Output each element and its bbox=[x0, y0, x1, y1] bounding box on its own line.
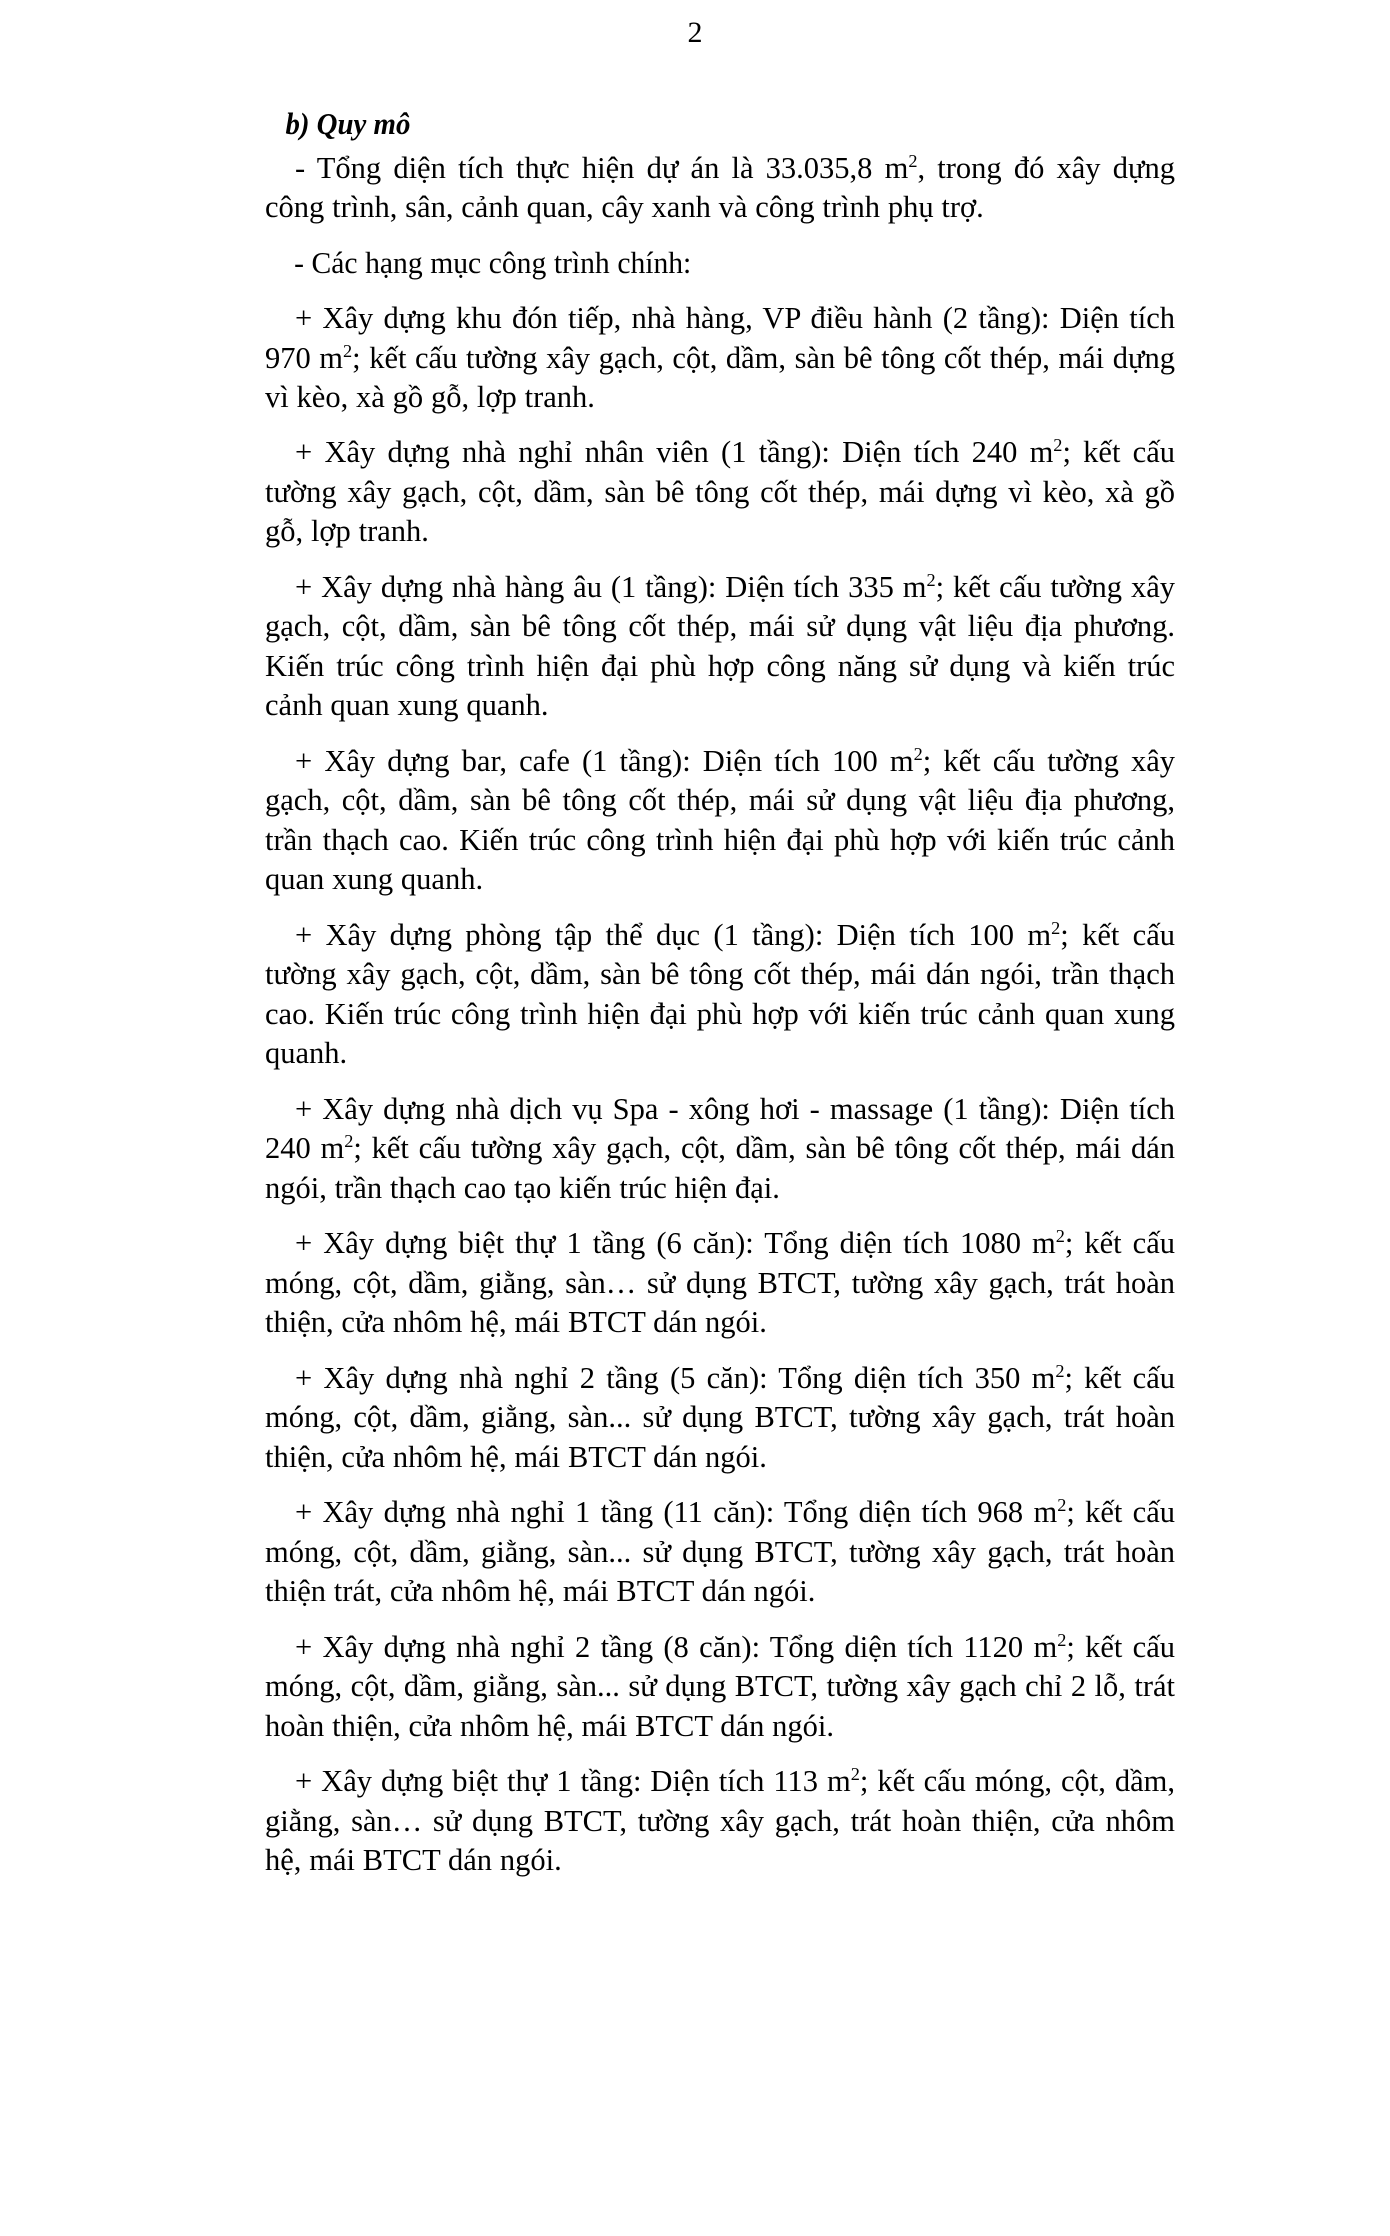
paragraph-item-villa-1floor-single: + Xây dựng biệt thự 1 tầng: Diện tích 113 $m^2$; kết cấu móng, cột, dầm, giằng, sàn… sử dụng BTCT, tường xây gạch, trát hoàn thiện, cửa nhôm hệ, mái BTCT dán ngói. bbox=[265, 1763, 1175, 1877]
paragraph-item-spa: + Xây dựng nhà dịch vụ Spa - xông hơi - massage (1 tầng): Diện tích 240 $m^2$; kết cấu tường xây gạch, cột, dầm, sàn bê tông cốt thép, mái dán ngói, trần thạch cao tạo kiến trúc hiện đại. bbox=[265, 1091, 1175, 1205]
paragraph-item-staff-lodging: + Xây dựng nhà nghỉ nhân viên (1 tầng): Diện tích 240 $m^2$; kết cấu tường xây gạch, cột, dầm, sàn bê tông cốt thép, mái dựng vì kèo, xà gồ gỗ, lợp tranh. bbox=[265, 435, 1175, 549]
paragraph-item-gym: + Xây dựng phòng tập thể dục (1 tầng): Diện tích 100 $m^2$; kết cấu tường xây gạch, cột, dầm, sàn bê tông cốt thép, mái dán ngói, trần thạch cao. Kiến trúc công trình hiện đại phù hợp với kiến trúc cảnh quan xung quanh. bbox=[265, 917, 1175, 1071]
paragraph-item-reception: + Xây dựng khu đón tiếp, nhà hàng, VP điều hành (2 tầng): Diện tích 970 $m^2$; kết cấu tường xây gạch, cột, dầm, sàn bê tông cốt thép, mái dựng vì kèo, xà gồ gỗ, lợp tranh. bbox=[265, 301, 1175, 414]
paragraph-item-lodging-2floor-5: + Xây dựng nhà nghỉ 2 tầng (5 căn): Tổng diện tích 350 $m^2$; kết cấu móng, cột, dầm, giằng, sàn... sử dụng BTCT, tường xây gạch, trát hoàn thiện, cửa nhôm hệ, mái BTCT dán ngói. bbox=[265, 1360, 1175, 1474]
paragraph-total-area: - Tổng diện tích thực hiện dự án là 33.035,8 $m^2$, trong đó xây dựng công trình, sân, cảnh quan, cây xanh và công trình phụ trợ. bbox=[265, 150, 1176, 225]
page-number: 2 bbox=[687, 16, 703, 49]
paragraph-item-lodging-1floor-11: + Xây dựng nhà nghỉ 1 tầng (11 căn): Tổng diện tích 968 $m^2$; kết cấu móng, cột, dầm, giằng, sàn... sử dụng BTCT, tường xây gạch, trát hoàn thiện trát, cửa nhôm hệ, mái BTCT dán ngói. bbox=[265, 1494, 1175, 1609]
paragraph-item-villa-1floor-6: + Xây dựng biệt thự 1 tầng (6 căn): Tổng diện tích 1080 $m^2$; kết cấu móng, cột, dầm, giằng, sàn… sử dụng BTCT, tường xây gạch, trát hoàn thiện, cửa nhôm hệ, mái BTCT dán ngói. bbox=[265, 1226, 1175, 1340]
paragraph-item-bar-cafe: + Xây dựng bar, cafe (1 tầng): Diện tích 100 $m^2$; kết cấu tường xây gạch, cột, dầm, sàn bê tông cốt thép, mái sử dụng vật liệu địa phương, trần thạch cao. Kiến trúc công trình hiện đại phù hợp với kiến trúc cảnh quan xung quanh. bbox=[265, 743, 1176, 897]
paragraph-main-items-label: - Các hạng mục công trình chính: bbox=[294, 245, 692, 280]
document-body bbox=[185, 106, 1205, 1880]
paragraph-item-european-restaurant: + Xây dựng nhà hàng âu (1 tầng): Diện tích 335 $m^2$; kết cấu tường xây gạch, cột, dầm, sàn bê tông cốt thép, mái sử dụng vật liệu địa phương. Kiến trúc công trình hiện đại phù hợp công năng sử dụng và kiến trúc cảnh quan xung quanh. bbox=[265, 569, 1176, 723]
section-heading-quy-mo: b) Quy mô bbox=[285, 106, 411, 141]
paragraph-item-lodging-2floor-8: + Xây dựng nhà nghỉ 2 tầng (8 căn): Tổng diện tích 1120 $m^2$; kết cấu móng, cột, dầm, giằng, sàn... sử dụng BTCT, tường xây gạch chỉ 2 lỗ, trát hoàn thiện, cửa nhôm hệ, mái BTCT dán ngói. bbox=[265, 1629, 1175, 1743]
